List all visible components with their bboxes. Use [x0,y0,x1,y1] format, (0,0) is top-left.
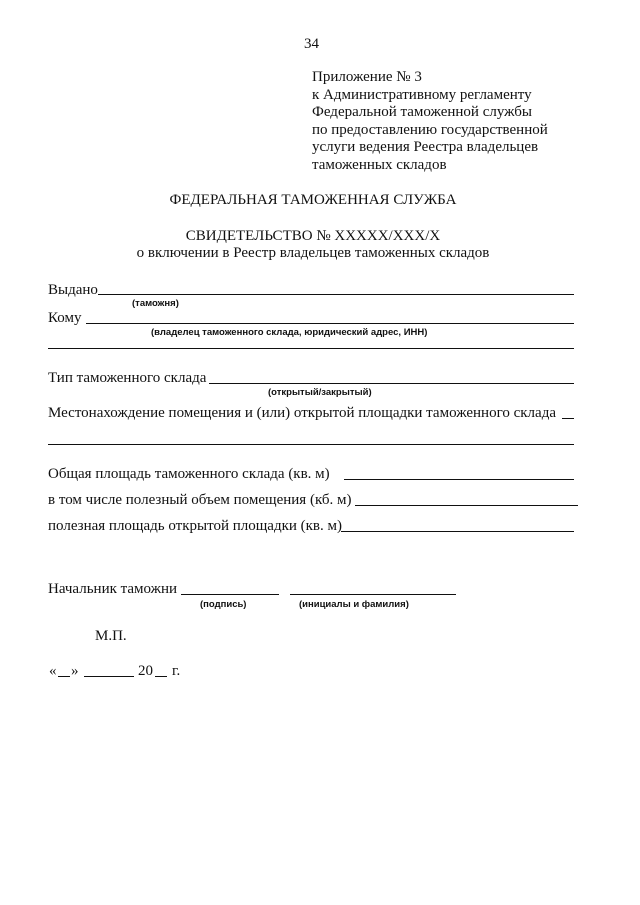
date-open-quote: « [49,663,57,679]
date-year-prefix: 20 [138,663,153,679]
appendix-line: услуги ведения Реестра владельцев [312,139,539,155]
certificate-title: СВИДЕТЕЛЬСТВО № XXXXX/XXX/X [185,228,441,244]
appendix-line: Приложение № 3 [312,69,422,85]
certificate-subtitle: о включении в Реестр владельцев таможенных складов [136,245,490,261]
to-label: Кому [48,310,82,326]
volume-field[interactable] [355,505,578,506]
type-hint: (открытый/закрытый) [268,387,372,398]
volume-label: в том числе полезный объем помещения (кб. м) [48,492,352,508]
total-area-label: Общая площадь таможенного склада (кв. м) [48,466,330,482]
issued-hint: (таможня) [132,298,179,309]
date-day-field[interactable] [58,676,70,677]
appendix-line: по предоставлению государственной [312,121,548,138]
date-month-field[interactable] [84,676,134,677]
type-label: Тип таможенного склада [48,370,207,386]
stamp-mark: М.П. [95,628,127,644]
to-hint: (владелец таможенного склада, юридический адрес, ИНН) [151,327,428,338]
page-number: 34 [304,36,319,52]
location-label: Местонахождение помещения и (или) открытой площадки таможенного склада [48,405,556,421]
issued-label: Выдано [48,282,98,298]
signature-field[interactable] [181,594,279,595]
location-field[interactable] [562,418,574,419]
total-area-field[interactable] [344,479,574,480]
appendix-header [312,69,548,174]
date-year-suffix: г. [172,663,181,679]
open-area-label: полезная площадь открытой площадки (кв. м) [48,518,342,534]
appendix-line: к Административному регламенту [312,86,532,103]
chief-label: Начальник таможни [48,581,178,597]
date-close-quote: » [71,663,79,679]
appendix-line: Федеральной таможенной службы [312,104,533,120]
to-field-continuation[interactable] [48,348,574,349]
location-field-continuation[interactable] [48,444,574,445]
name-hint: (инициалы и фамилия) [299,599,409,610]
agency-title: ФЕДЕРАЛЬНАЯ ТАМОЖЕННАЯ СЛУЖБА [169,192,457,208]
name-field[interactable] [290,594,456,595]
appendix-line: таможенных складов [312,156,447,173]
open-area-field[interactable] [341,531,574,532]
issued-field[interactable] [98,294,574,295]
type-field[interactable] [209,383,574,384]
signature-hint: (подпись) [200,599,247,610]
date-year-field[interactable] [155,676,167,677]
to-field[interactable] [86,323,574,324]
